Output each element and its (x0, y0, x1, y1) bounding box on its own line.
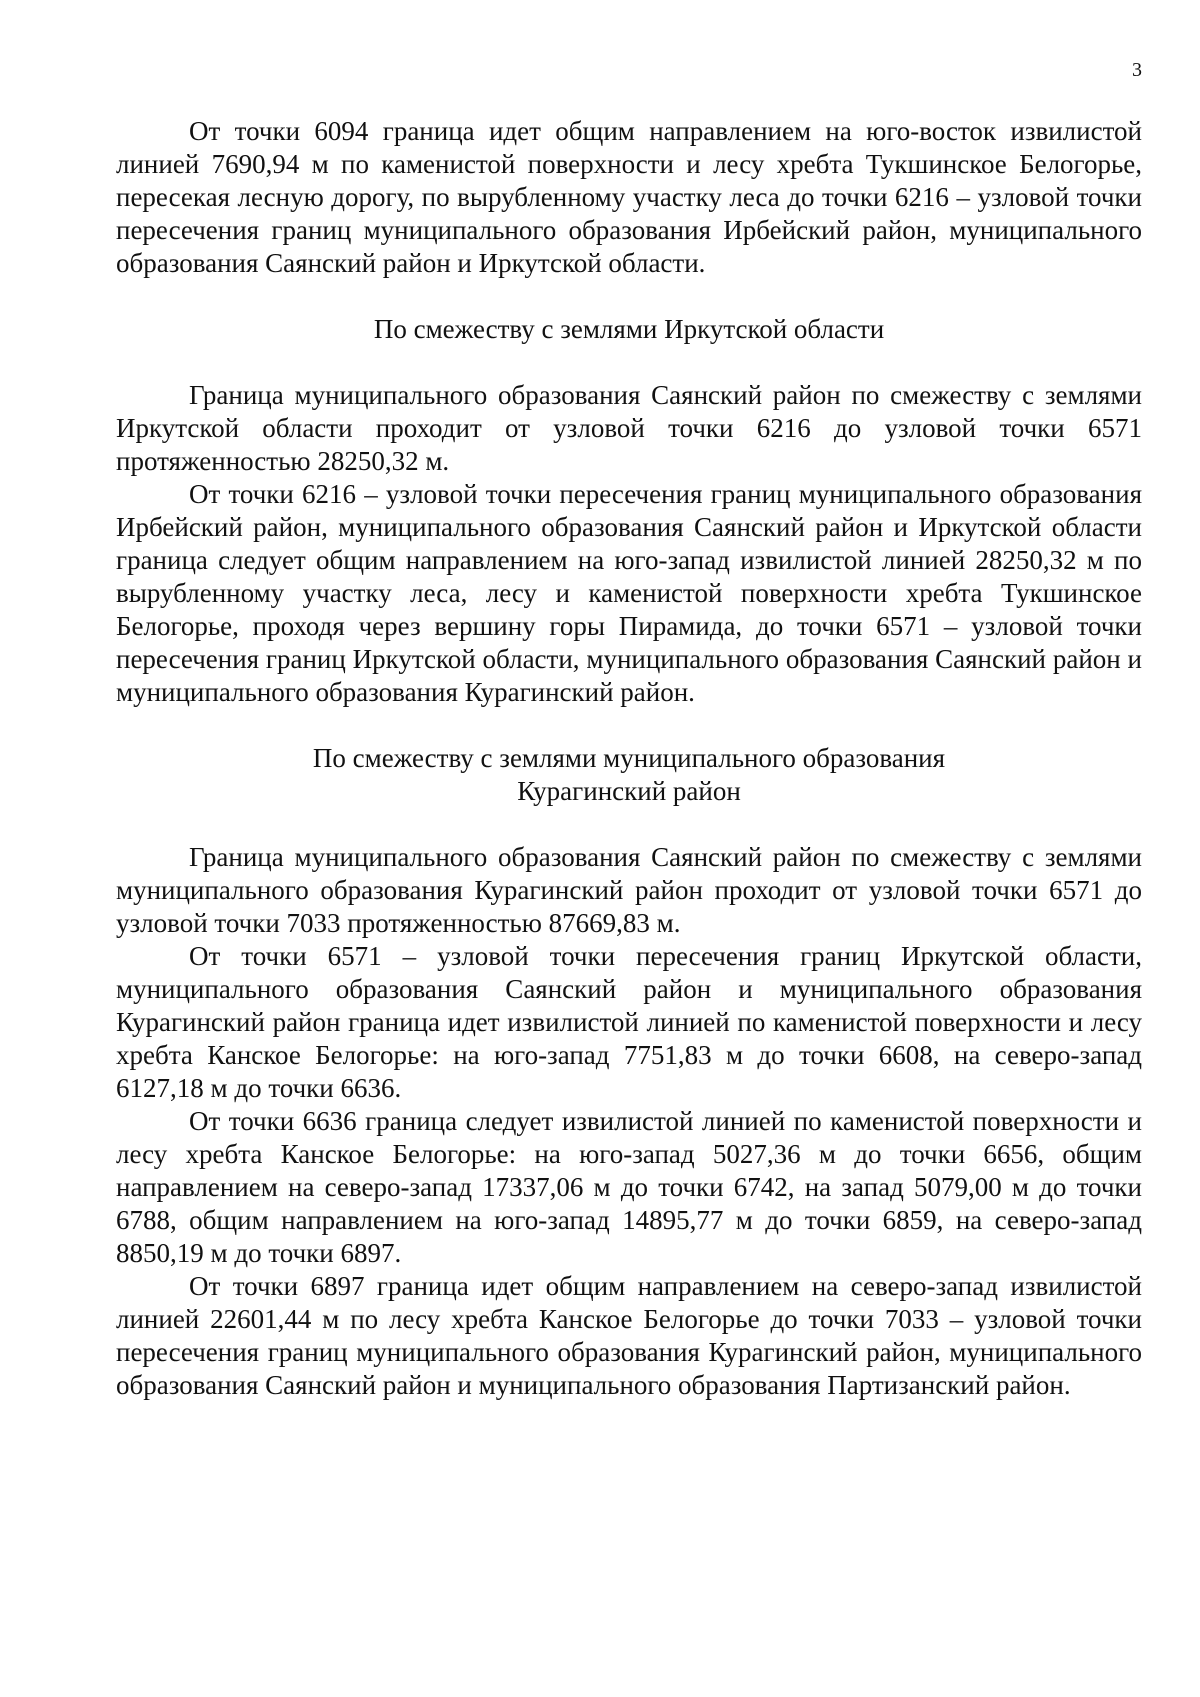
document-page (116, 0, 1142, 1697)
spacer (116, 280, 1142, 313)
section-heading-irkutsk: По смежеству с землями Иркутской области (373, 314, 885, 344)
paragraph-kuragino-4: От точки 6897 граница идет общим направлением на северо-запад извилистой линией 22601,44 м по лесу хребта Канское Белогорье до точки 7033 – узловой точки пересечения границ муниципального образования Курагинский район, муниципального образования Саянский район и муниципального образования Партизанский район. (116, 1271, 1142, 1400)
paragraph-irkutsk-2: От точки 6216 – узловой точки пересечения границ муниципального образования Ирбейский район, муниципального образования Саянский район и Иркутской области граница следует общим направлением на юго-запад извилистой линией 28250,32 м по вырубленному участку леса, лесу и каменистой поверхности хребта Тукшинское Белогорье, проходя через вершину горы Пирамида, до точки 6571 – узловой точки пересечения границ Иркутской области, муниципального образования Саянский район и муниципального образования Курагинский район. (116, 479, 1142, 707)
paragraph-kuragino-3: От точки 6636 граница следует извилистой линией по каменистой поверхности и лесу хребта Канское Белогорье: на юго-запад 5027,36 м до точки 6656, общим направлением на северо-запад 17337,06 м до точки 6742, на запад 5079,00 м до точки 6788, общим направлением на юго-запад 14895,77 м до точки 6859, на северо-запад 8850,19 м до точки 6897. (116, 1106, 1142, 1268)
spacer (116, 808, 1142, 841)
document-body (116, 115, 1142, 1402)
spacer (116, 709, 1142, 742)
paragraph-kuragino-1: Граница муниципального образования Саянский район по смежеству с землями муниципального образования Курагинский район проходит от узловой точки 6571 до узловой точки 7033 протяженностью 87669,83 м. (116, 842, 1142, 938)
paragraph-kuragino-2: От точки 6571 – узловой точки пересечения границ Иркутской области, муниципального образования Саянский район и муниципального образования Курагинский район граница идет извилистой линией по каменистой поверхности и лесу хребта Канское Белогорье: на юго-запад 7751,83 м до точки 6608, на северо-запад 6127,18 м до точки 6636. (116, 941, 1142, 1103)
page-number: 3 (1132, 59, 1142, 81)
paragraph-irkutsk-1: Граница муниципального образования Саянский район по смежеству с землями Иркутской области проходит от узловой точки 6216 до узловой точки 6571 протяженностью 28250,32 м. (116, 380, 1142, 476)
section-heading-kuragino-line2: Курагинский район (517, 776, 741, 806)
spacer (116, 346, 1142, 379)
section-heading-kuragino-line1: По смежеству с землями муниципального образования (312, 743, 946, 773)
paragraph-intro: От точки 6094 граница идет общим направлением на юго-восток извилистой линией 7690,94 м по каменистой поверхности и лесу хребта Тукшинское Белогорье, пересекая лесную дорогу, по вырубленному участку леса до точки 6216 – узловой точки пересечения границ муниципального образования Ирбейский район, муниципального образования Саянский район и Иркутской области. (116, 116, 1142, 278)
